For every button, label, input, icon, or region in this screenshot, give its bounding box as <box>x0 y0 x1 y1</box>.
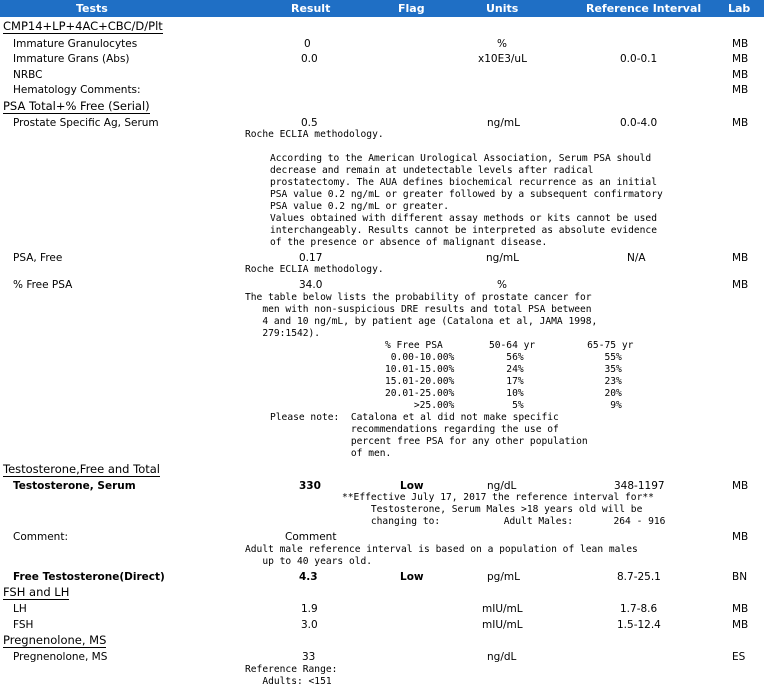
section-psa-total-free: PSA Total+% Free (Serial) <box>3 99 150 113</box>
row-ref-lh: 1.7-8.6 <box>620 603 658 615</box>
row-lab-immature-granulocytes: MB <box>732 38 749 50</box>
row-lab-lh: MB <box>732 603 749 615</box>
row-flag-testosterone-serum: Low <box>400 480 424 492</box>
row-lab-fsh: MB <box>732 619 749 631</box>
row-result-pct-free-psa: 34.0 <box>299 279 323 291</box>
note-roche-methodology-2: Roche ECLIA methodology. <box>245 264 384 275</box>
note-line: The table below lists the probability of prostate cancer for <box>245 292 592 303</box>
row-name-free-testosterone: Free Testosterone(Direct) <box>13 571 165 583</box>
row-result-psa-serum: 0.5 <box>301 117 318 129</box>
row-name-immature-grans-abs: Immature Grans (Abs) <box>13 53 130 65</box>
row-ref-testosterone-serum: 348-1197 <box>614 480 665 492</box>
note-line: of the presence or absence of malignant disease. <box>270 237 548 248</box>
row-lab-immature-grans-abs: MB <box>732 53 749 65</box>
note-line: 4 and 10 ng/mL, by patient age (Catalona et al, JAMA 1998, <box>245 316 598 327</box>
section-cmp14: CMP14+LP+4AC+CBC/D/Plt <box>3 19 163 33</box>
row-lab-comment: MB <box>732 531 749 543</box>
row-result-psa-free: 0.17 <box>299 252 323 264</box>
table-row: 10.01-15.00% 24% 35% <box>385 364 622 375</box>
note-line: recommendations regarding the use of <box>270 424 559 435</box>
note-line: Testosterone, Serum Males >18 years old will be <box>342 504 643 515</box>
row-lab-pct-free-psa: MB <box>732 279 749 291</box>
note-line: of men. <box>270 448 392 459</box>
row-ref-free-testosterone: 8.7-25.1 <box>617 571 661 583</box>
row-name-testosterone-serum: Testosterone, Serum <box>13 480 136 492</box>
note-line: changing to: Adult Males: 264 - 916 <box>342 516 666 527</box>
row-result-immature-granulocytes: 0 <box>304 38 311 50</box>
note-line: decrease and remain at undetectable levels after radical <box>270 165 594 176</box>
note-line: **Effective July 17, 2017 the reference interval for** <box>342 492 654 503</box>
row-name-lh: LH <box>13 603 27 615</box>
row-result-immature-grans-abs: 0.0 <box>301 53 318 65</box>
row-ref-fsh: 1.5-12.4 <box>617 619 661 631</box>
row-units-psa-serum: ng/mL <box>487 117 520 129</box>
row-units-fsh: mIU/mL <box>482 619 523 631</box>
row-lab-hematology-comments: MB <box>732 84 749 96</box>
row-lab-psa-serum: MB <box>732 117 749 129</box>
table-row: 20.01-25.00% 10% 20% <box>385 388 622 399</box>
row-result-free-testosterone: 4.3 <box>299 571 318 583</box>
header-reference-interval: Reference Interval <box>586 2 702 15</box>
row-units-free-testosterone: pg/mL <box>487 571 520 583</box>
note-line: Adult male reference interval is based on a population of lean males <box>245 544 638 555</box>
section-pregnenolone: Pregnenolone, MS <box>3 633 107 647</box>
row-result-fsh: 3.0 <box>301 619 318 631</box>
results-table-header <box>0 0 764 17</box>
row-units-lh: mIU/mL <box>482 603 523 615</box>
table-row: 0.00-10.00% 56% 55% <box>385 352 622 363</box>
row-units-immature-granulocytes: % <box>497 38 507 50</box>
note-line: Reference Range: <box>245 664 338 675</box>
row-result-comment: Comment <box>285 531 337 543</box>
row-units-testosterone-serum: ng/dL <box>487 480 517 492</box>
row-lab-psa-free: MB <box>732 252 749 264</box>
row-ref-psa-serum: 0.0-4.0 <box>620 117 658 129</box>
note-line: Please note: Catalona et al did not make specific <box>270 412 559 423</box>
note-line: PSA value 0.2 ng/mL or greater followed by a subsequent confirmatory <box>270 189 663 200</box>
note-roche-methodology-1: Roche ECLIA methodology. <box>245 129 384 140</box>
table-row: 15.01-20.00% 17% 23% <box>385 376 622 387</box>
header-result: Result <box>291 2 331 15</box>
row-name-nrbc: NRBC <box>13 69 43 81</box>
row-result-pregnenolone: 33 <box>302 651 316 663</box>
row-lab-testosterone-serum: MB <box>732 480 749 492</box>
row-name-immature-granulocytes: Immature Granulocytes <box>13 38 138 50</box>
row-units-pct-free-psa: % <box>497 279 507 291</box>
row-name-pregnenolone: Pregnenolone, MS <box>13 651 108 663</box>
row-name-hematology-comments: Hematology Comments: <box>13 84 141 96</box>
note-line: interchangeably. Results cannot be interpreted as absolute evidence <box>270 225 657 236</box>
note-line: According to the American Urological Association, Serum PSA should <box>270 153 652 164</box>
note-line: PSA value 0.2 ng/mL or greater. <box>270 201 450 212</box>
note-line: Adults: <151 <box>245 676 332 687</box>
header-tests: Tests <box>76 2 108 15</box>
note-line: Values obtained with different assay methods or kits cannot be used <box>270 213 657 224</box>
row-units-pregnenolone: ng/dL <box>487 651 517 663</box>
row-name-psa-free: PSA, Free <box>13 252 63 264</box>
row-name-fsh: FSH <box>13 619 34 631</box>
row-result-testosterone-serum: 330 <box>299 480 321 492</box>
table-row: >25.00% 5% 9% <box>385 400 622 411</box>
note-line: up to 40 years old. <box>245 556 373 567</box>
row-name-psa-serum: Prostate Specific Ag, Serum <box>13 117 159 129</box>
row-lab-pregnenolone: ES <box>732 651 746 663</box>
table-row: % Free PSA 50-64 yr 65-75 yr <box>385 340 634 351</box>
note-line: 279:1542). <box>245 328 321 339</box>
row-name-comment: Comment: <box>13 531 68 543</box>
row-ref-immature-grans-abs: 0.0-0.1 <box>620 53 658 65</box>
row-lab-nrbc: MB <box>732 69 749 81</box>
header-flag: Flag <box>398 2 425 15</box>
section-testosterone: Testosterone,Free and Total <box>3 462 160 476</box>
row-ref-psa-free: N/A <box>627 252 646 264</box>
section-fsh-lh: FSH and LH <box>3 585 70 599</box>
note-line: men with non-suspicious DRE results and total PSA between <box>245 304 592 315</box>
row-units-immature-grans-abs: x10E3/uL <box>478 53 527 65</box>
row-result-lh: 1.9 <box>301 603 318 615</box>
note-line: prostatectomy. The AUA defines biochemical recurrence as an initial <box>270 177 657 188</box>
row-name-pct-free-psa: % Free PSA <box>13 279 73 291</box>
note-line: percent free PSA for any other population <box>270 436 588 447</box>
header-lab: Lab <box>728 2 751 15</box>
header-units: Units <box>486 2 519 15</box>
row-flag-free-testosterone: Low <box>400 571 424 583</box>
row-lab-free-testosterone: BN <box>732 571 748 583</box>
row-units-psa-free: ng/mL <box>486 252 519 264</box>
